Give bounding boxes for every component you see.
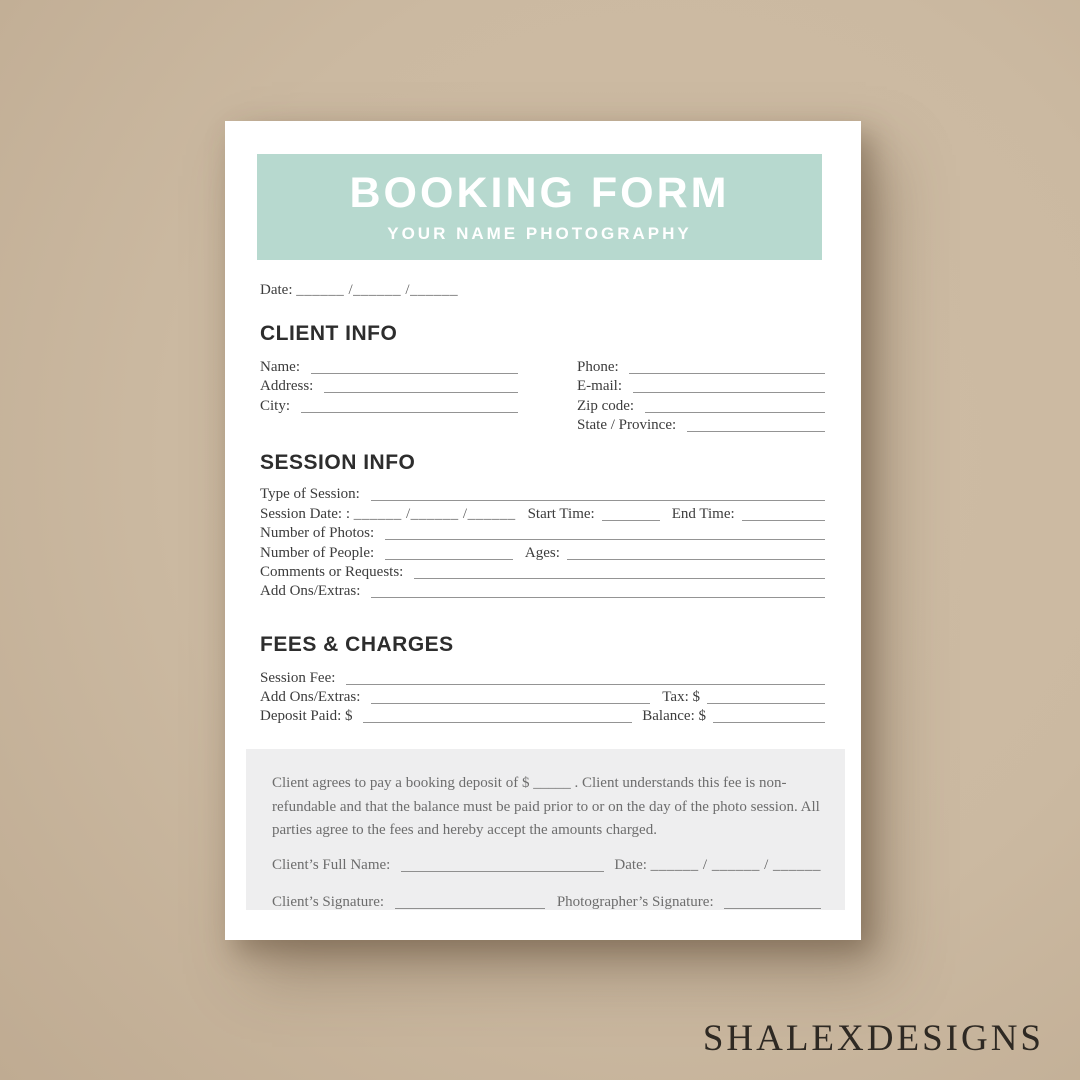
state-province-field-line[interactable] bbox=[687, 431, 825, 432]
name-row bbox=[260, 357, 518, 376]
phone-label: Phone: bbox=[577, 358, 623, 375]
number-of-people-label: Number of People: bbox=[260, 544, 378, 561]
comments-field-line[interactable] bbox=[414, 578, 825, 579]
addons-field-line[interactable] bbox=[371, 597, 825, 598]
session-fee-field-line[interactable] bbox=[346, 684, 825, 685]
deposit-paid-label: Deposit Paid: $ bbox=[260, 708, 357, 725]
tax-label: Tax: $ bbox=[662, 689, 700, 706]
date-label: Date: bbox=[260, 282, 297, 299]
form-title: BOOKING FORM bbox=[349, 169, 730, 217]
end-time-label: End Time: bbox=[671, 505, 735, 522]
balance-label: Balance: $ bbox=[642, 708, 706, 725]
deposit-paid-row bbox=[260, 707, 825, 726]
balance-field-line[interactable] bbox=[713, 722, 825, 723]
email-field-line[interactable] bbox=[633, 392, 825, 393]
session-fee-label: Session Fee: bbox=[260, 669, 340, 686]
fees-rows bbox=[260, 668, 825, 726]
zipcode-label: Zip code: bbox=[577, 397, 638, 414]
state-province-row bbox=[577, 416, 825, 435]
addons-row bbox=[260, 582, 825, 601]
start-time-field-line[interactable] bbox=[602, 520, 660, 521]
fees-addons-field-line[interactable] bbox=[371, 703, 650, 704]
fees-addons-row bbox=[260, 688, 825, 707]
photographer-signature-field-line[interactable] bbox=[724, 908, 821, 909]
type-of-session-field-line[interactable] bbox=[371, 500, 825, 501]
number-of-people-row bbox=[260, 543, 825, 562]
date-blanks-field[interactable]: ______ /______ /______ bbox=[296, 282, 459, 299]
signatures-row bbox=[272, 892, 821, 911]
tax-field-line[interactable] bbox=[707, 703, 825, 704]
client-signature-field-line[interactable] bbox=[395, 908, 545, 909]
session-info-heading: SESSION INFO bbox=[260, 450, 416, 474]
session-date-blanks-field[interactable]: ______ /______ /______ bbox=[353, 505, 516, 522]
client-info-left-column bbox=[260, 357, 518, 435]
city-field-line[interactable] bbox=[301, 412, 518, 413]
name-field-line[interactable] bbox=[311, 373, 518, 374]
deposit-paid-field-line[interactable] bbox=[363, 722, 632, 723]
fees-addons-label: Add Ons/Extras: bbox=[260, 689, 365, 706]
form-content bbox=[260, 281, 825, 726]
phone-row bbox=[577, 357, 825, 376]
city-row bbox=[260, 396, 518, 415]
start-time-label: Start Time: bbox=[527, 505, 595, 522]
agreement-box bbox=[246, 749, 845, 910]
client-info-columns bbox=[260, 357, 825, 435]
client-full-name-field-line[interactable] bbox=[401, 871, 604, 872]
email-label: E-mail: bbox=[577, 378, 626, 395]
type-of-session-label: Type of Session: bbox=[260, 486, 364, 503]
client-signature-label: Client’s Signature: bbox=[272, 893, 388, 910]
city-label: City: bbox=[260, 397, 294, 414]
address-field-line[interactable] bbox=[324, 392, 518, 393]
session-info-rows bbox=[260, 485, 825, 601]
form-header-band bbox=[257, 154, 822, 260]
session-fee-row bbox=[260, 668, 825, 687]
photographer-signature-label: Photographer’s Signature: bbox=[556, 893, 718, 910]
end-time-field-line[interactable] bbox=[742, 520, 825, 521]
client-full-name-label: Client’s Full Name: bbox=[272, 857, 395, 874]
session-date-label: Session Date: : bbox=[260, 505, 354, 522]
number-of-photos-field-line[interactable] bbox=[385, 539, 825, 540]
session-date-row bbox=[260, 504, 825, 523]
fees-charges-heading: FEES & CHARGES bbox=[260, 633, 454, 657]
studio-name: YOUR NAME PHOTOGRAPHY bbox=[387, 224, 692, 243]
designer-watermark: SHALEXDESIGNS bbox=[702, 1018, 1044, 1059]
addons-label: Add Ons/Extras: bbox=[260, 583, 365, 600]
number-of-photos-row bbox=[260, 524, 825, 543]
address-label: Address: bbox=[260, 378, 318, 395]
client-info-right-column bbox=[577, 357, 825, 435]
phone-field-line[interactable] bbox=[629, 373, 825, 374]
client-full-name-row bbox=[272, 856, 821, 875]
client-info-heading: CLIENT INFO bbox=[260, 322, 398, 346]
address-row bbox=[260, 377, 518, 396]
number-of-people-field-line[interactable] bbox=[385, 559, 513, 560]
booking-form-page bbox=[225, 121, 861, 940]
zipcode-row bbox=[577, 396, 825, 415]
email-row bbox=[577, 377, 825, 396]
ages-field-line[interactable] bbox=[567, 559, 825, 560]
zipcode-field-line[interactable] bbox=[645, 412, 825, 413]
type-of-session-row bbox=[260, 485, 825, 504]
name-label: Name: bbox=[260, 358, 304, 375]
number-of-photos-label: Number of Photos: bbox=[260, 525, 378, 542]
agreement-date-blanks-field[interactable]: ______ / ______ / ______ bbox=[650, 857, 821, 874]
comments-row bbox=[260, 563, 825, 582]
ages-label: Ages: bbox=[524, 544, 560, 561]
date-row bbox=[260, 281, 825, 300]
state-province-label: State / Province: bbox=[577, 416, 680, 433]
agreement-text: Client agrees to pay a booking deposit of $ _____ . Client understands this fee is non-refundable and that the balance must be paid prior to or on the day of the photo session. All parties agree to the fees and hereby accept the amounts charged. bbox=[272, 775, 820, 839]
agreement-date-label: Date: bbox=[614, 857, 651, 874]
comments-label: Comments or Requests: bbox=[260, 563, 408, 580]
